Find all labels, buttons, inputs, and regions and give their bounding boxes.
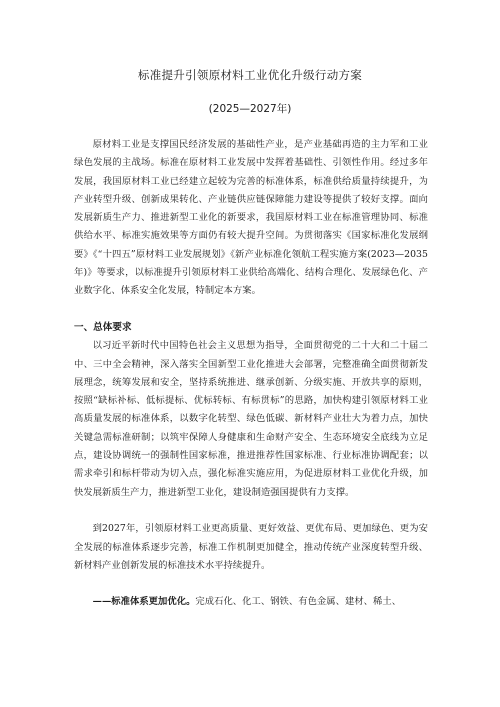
intro-paragraph: 原材料工业是支撑国民经济发展的基础性产业，是产业基础再造的主力军和工业绿色发展的主战场。标准在原材料工业发展中发挥着基础性、引领性作用。经过多年发展，我国原材料工业已经建立起较为完善的标准体系，标准供给质量持续提升，为产业转型升级、创新成果转化、产业链供应链保障能力建设等提供了较好支撑。面向发展新质生产力、推进新型工业化的新要求，我国原材料工业在标准管理协同、标准供给水平、标准实施效果等方面仍有较大提升空间。为贯彻落实《国家标准化发展纲要》《“十四五”原材料工业发展规划》《新产业标准化领航工程实施方案(2023—2035年)》等要求，以标准提升引领原材料工业供给高端化、结构合理化、发展绿色化、产业数字化、体系安全化发展，特制定本方案。 [74,139,428,297]
document-body [74,136,428,612]
section-heading-general-requirements: 一、总体要求 [74,321,132,333]
goals-2027-paragraph: 到2027年，引领原材料工业更高质量、更好效益、更优布局、更加绿色、更为安全发展的标准体系逐步完善，标准工作机制更加健全，推动传统产业深度转型升级、新材料产业创新发展的标准技术水平持续提升。 [74,523,428,571]
guiding-principles-paragraph: 以习近平新时代中国特色社会主义思想为指导，全面贯彻党的二十大和二十届二中、三中全会精神，深入落实全国新型工业化推进大会部署，完整准确全面贯彻新发展理念，统筹发展和安全，坚持系统推进、继承创新、分级实施、开放共享的原则，按照“缺标补标、低标提标、优标转标、有标贯标”的思路，加快构建引领原材料工业高质量发展的标准体系，以数字化转型、绿色低碳、新材料产业壮大为着力点，加快关键急需标准研制；以筑牢保障人身健康和生命财产安全、生态环境安全底线为立足点，建设协调统一的强制性国家标准，推进推荐性国家标准、行业标准协调配套；以需求牵引和标杆带动为切入点，强化标准实施应用，为促进原材料工业优化升级，加快发展新质生产力，推进新型工业化，建设制造强国提供有力支撑。 [74,340,428,498]
document-title: 标准提升引领原材料工业优化升级行动方案 [137,68,363,82]
document-subtitle: (2025—2027年) [208,103,292,115]
standard-system-lead: ——标准体系更加优化。 [92,596,196,608]
standard-system-paragraph [74,593,428,611]
standard-system-text: 完成石化、化工、钢铁、有色金属、建材、稀土、 [195,596,402,608]
